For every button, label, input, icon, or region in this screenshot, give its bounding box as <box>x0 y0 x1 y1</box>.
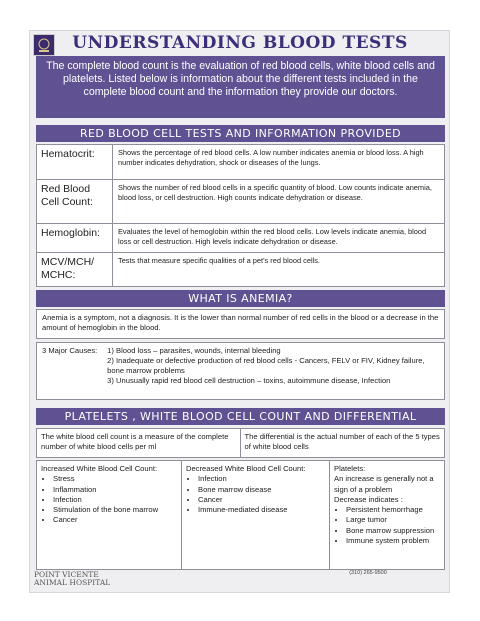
causes-list <box>107 346 439 386</box>
list-item: • Bone marrow disease <box>198 485 325 495</box>
list-item: • Immune system problem <box>346 536 440 546</box>
platelets-column <box>330 461 444 569</box>
footer-contact <box>318 571 418 576</box>
table-row <box>37 224 444 253</box>
list-item: • Persistent hemorrhage <box>346 505 440 515</box>
differential-definition: The differential is the actual number of each of the 5 types of white blood cells <box>244 432 440 452</box>
anemia-section-header: WHAT IS ANEMIA? <box>36 290 445 307</box>
increased-wbc-column <box>37 461 182 569</box>
list-item: • Infection <box>53 495 177 505</box>
table-row <box>37 253 444 286</box>
column-heading: Decreased White Blood Cell Count: <box>186 464 306 473</box>
row-label: Hematocrit: <box>37 145 113 179</box>
platelet-decrease-heading: Decrease indicates : <box>334 494 403 504</box>
footer-hospital-logo <box>34 571 110 587</box>
row-label: Red Blood Cell Count: <box>37 180 113 223</box>
list-item: 3) Unusually rapid red blood cell destruction – toxins, autoimmune disease, Infection <box>107 376 391 385</box>
row-description: Tests that measure specific qualities of a pet’s red blood cells. <box>118 256 320 265</box>
wbc-detail-row <box>36 460 445 570</box>
list-item: • Bone marrow suppression <box>346 526 440 536</box>
hospital-name-line1: POINT VICENTE <box>34 570 99 579</box>
decreased-wbc-column <box>182 461 330 569</box>
intro-banner: The complete blood count is the evaluation of red blood cells, white blood cells and platelets. Listed below is information about the different tests included in the complete blood count and the information they provide our doctors. <box>36 56 445 118</box>
row-label: MCV/MCH/ MCHC: <box>37 253 113 286</box>
hospital-name-line2: ANIMAL HOSPITAL <box>34 578 111 587</box>
list-item: • Cancer <box>198 495 325 505</box>
anemia-causes-box <box>36 342 445 400</box>
platelet-increase-note: An increase is generally not a sign of a problem <box>334 474 434 494</box>
list-item: • Infection <box>198 474 325 484</box>
list-item: • Immune-mediated disease <box>198 505 325 515</box>
row-description: Shows the number of red blood cells in a specific quantity of blood. Low counts indicate anemia, blood loss, or cell destruction. High counts indicate dehydration or disease. <box>118 183 432 202</box>
list-item: • Cancer <box>53 515 177 525</box>
column-heading: Platelets: <box>334 464 366 473</box>
platelet-decrease-list <box>334 505 440 546</box>
list-item: • Large tumor <box>346 515 440 525</box>
wbc-definition-row <box>36 428 445 458</box>
increased-list <box>41 474 177 525</box>
red-cell-section-header: RED BLOOD CELL TESTS AND INFORMATION PROVIDED <box>36 125 445 142</box>
anemia-definition: Anemia is a symptom, not a diagnosis. It is the lower than normal number of red cells in the blood or a decrease in the amount of hemoglobin in the blood. <box>36 309 445 339</box>
row-description: Shows the percentage of red blood cells. A low number indicates anemia or blood loss. A high number indicates dehydration, shock or diseases of the lungs. <box>118 148 424 167</box>
row-label: Hemoglobin: <box>37 224 113 252</box>
list-item: 1) Blood loss – parasites, wounds, internal bleeding <box>107 346 281 355</box>
list-item: 2) Inadequate or defective production of red blood cells - Cancers, FELV or FIV, Kidney failure, bone marrow problems <box>107 356 425 375</box>
causes-label: 3 Major Causes: <box>42 346 98 355</box>
column-heading: Increased White Blood Cell Count: <box>41 464 158 473</box>
table-row <box>37 180 444 224</box>
list-item: • Stress <box>53 474 177 484</box>
wbc-count-definition: The white blood cell count is a measure of the complete number of white blood cells per ml <box>37 429 241 457</box>
decreased-list <box>186 474 325 515</box>
row-description: Evaluates the level of hemoglobin within the red blood cells. Low levels indicate anemia, blood loss or cell destruction. High levels indicate dehydration or disease. <box>118 227 427 246</box>
list-item: • Stimulation of the bone marrow <box>53 505 177 515</box>
platelet-section-header: PLATELETS , WHITE BLOOD CELL COUNT AND DIFFERENTIAL <box>36 408 445 425</box>
red-cell-table <box>36 144 445 287</box>
table-row <box>37 145 444 180</box>
page-title: UNDERSTANDING BLOOD TESTS <box>72 33 408 53</box>
list-item: • Inflammation <box>53 485 177 495</box>
footer-phone: (310) 265-9500 <box>349 570 387 576</box>
hospital-logo-icon <box>33 34 55 56</box>
